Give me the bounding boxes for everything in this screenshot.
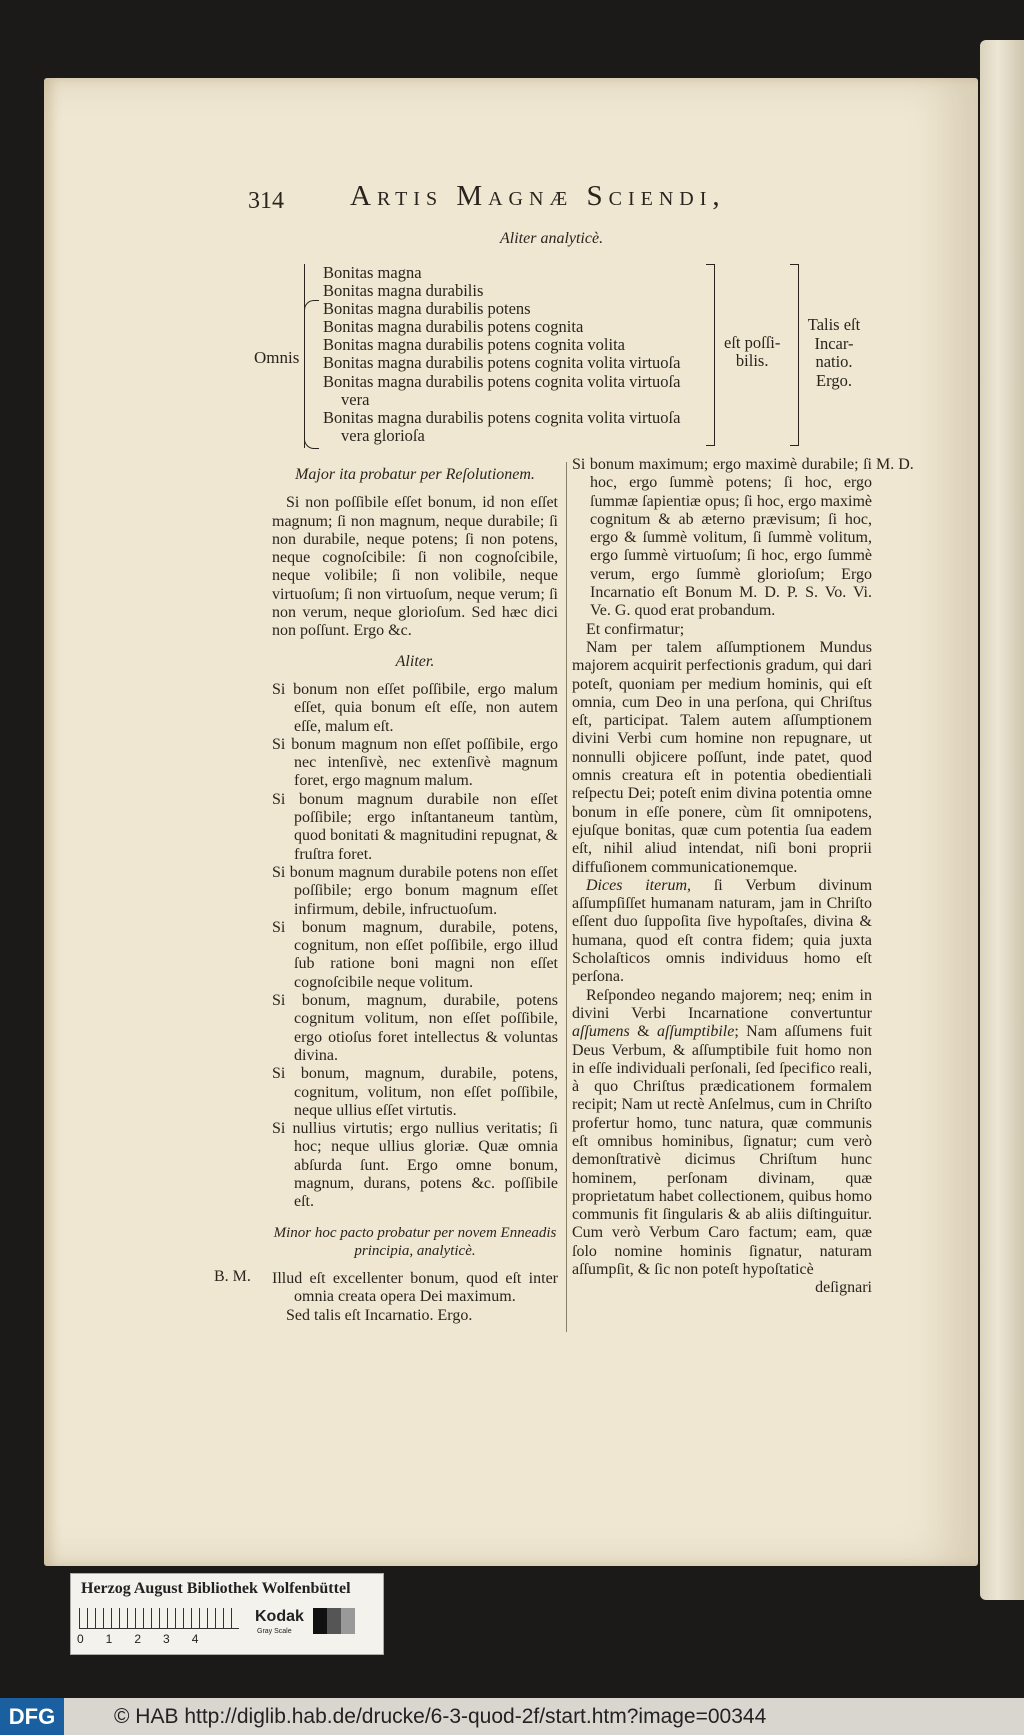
est-possibilis-label: eſt poſſi- bilis. (724, 333, 781, 370)
md-paragraph: Si bonum maximum; ergo maximè durabile; ſi hoc, ergo ſummè potens; ſi hoc, ergo ſummæ ſapientiæ opus; ſi hoc, ergo maximè cognitum & ab æterno prævisum; ſi hoc, ergo & ſummè volitum, ſi ſummè volitum, ergo ſummè virtuoſum; ſi hoc, ergo ſummè verum, ergo ſummè glorioſum; Ergo Incarnatio eſt Bonum M. D. P. S. Vo. Vi. Ve. G. quod erat probandum. (572, 456, 872, 620)
aliter-item: Si bonum, magnum, durabile, potens, cognitum, volitum, non eſſet poſſibile, neque ullius eſſet virtutis. (272, 1065, 558, 1119)
aliter-item: Si bonum magnum durabile non eſſet poſſibile; ergo inſtantaneum tantùm, quod bonitati & magnitudini repugnat, & fruſtra foret. (272, 790, 558, 863)
margin-note-md: M. D. (876, 456, 914, 473)
left-brace-line (304, 264, 305, 448)
kodak-logo: Kodak (255, 1608, 304, 1625)
talis-est-label: Talis eſt Incar- natio. Ergo. (807, 315, 861, 390)
bracket-item: Bonitas magna durabilis potens cognita (323, 317, 584, 337)
catchword: deſignari (815, 1279, 872, 1297)
right-bracket (790, 264, 799, 446)
ruler-scale (79, 1608, 239, 1629)
page-number: 314 (248, 188, 284, 214)
bracket-item: Bonitas magna durabilis potens cognita volita virtuoſa (323, 371, 681, 391)
aliter-item: Si bonum magnum durabile potens non eſſet poſſibile; ergo bonum magnum eſſet infirmum, debile, infructuoſum. (272, 863, 558, 918)
bm-paragraph: Illud eſt excellenter bonum, quod eſt inter omnia creata opera Dei maximum. (272, 1270, 558, 1306)
confirmatur: Et confirmatur; (586, 620, 685, 638)
omnis-label: Omnis (254, 348, 300, 367)
gray-swatch-black (313, 1608, 327, 1634)
major-heading: Major ita probatur per Reſolutionem. (295, 466, 535, 483)
major-paragraph: Si non poſſibile eſſet bonum, id non eſſet magnum; ſi non magnum, neque durabile; ſi non durabile, neque potens; ſi non potens, neque cognoſcibile: ſi non cognoſcibile, neque volibile; ſi non volibile, neque virtuoſum; ſi non virtuoſum, neque verum; ſi non verum, neque glorioſum. Sed hæc dici non poſſunt. Ergo &c. (272, 494, 558, 640)
footer-bar (0, 1698, 1024, 1735)
left-brace-bottom (304, 368, 319, 449)
dices-lead: Dices iterum, (586, 876, 692, 894)
aliter-item: Si bonum non eſſet poſſibile, ergo malum eſſet, quia bonum eſt eſſe, non autem eſſe, malum eſt. (272, 680, 558, 735)
left-brace-top (304, 300, 319, 335)
color-scale-target (70, 1573, 384, 1655)
library-label: Herzog August Bibliothek Wolfenbüttel (81, 1580, 351, 1597)
middle-bracket (706, 264, 715, 446)
aliter-item: Si nullius virtutis; ergo nullius veritatis; ſi hoc; neque ullius gloriæ. Quæ omnia abſurda ſunt. Ergo omne bonum, magnum, durans, potens &c. poſſibile eſt. (272, 1120, 558, 1211)
bracket-item: Bonitas magna (323, 263, 422, 282)
left-column (272, 466, 558, 1325)
gray-swatch-dark (327, 1608, 341, 1634)
aliter-item: Si bonum magnum non eſſet poſſibile, ergo nec intenſivè, nec extenſivè magnum foret, ergo magnum malum. (272, 735, 558, 790)
dfg-logo: DFG (0, 1698, 64, 1735)
aliter-item: Si bonum magnum, durabile, potens, cognitum, non eſſet poſſibile, ergo illud ſub ratione boni magni non eſſet cognoſcibile neque volitum. (272, 918, 558, 991)
facing-page-edge (980, 40, 1024, 1600)
paragraph-respondeo: Reſpondeo negando majorem; neq; enim in divini Verbi Incarnatione convertuntur aſſumens & aſſumptibile; Nam aſſumens fuit Deus Verbum, & aſſumptibile fuit homo non in eſſe individuali perſonali, ſed ſpecifico reali, à quo Chriſtus prædicationem formalem recipit; Nam ut rectè Anſelmus, cum in Chriſto profertur homo, tunc natura, quæ communis eſt omnibus hominibus, ſignatur; cum verò demonſtrativè dicimus Chriſtum hunc hominem, perſonam divinam, quæ proprietatum habet collectionem, quibus homo communis fit ſingularis & ab aliis diſtinguitur. Cum verò Verbum Caro factum; eam, quæ ſolo nomine hominis ſignatur, naturam aſſumpſit, & ſic non poteſt hypoſtaticè (572, 986, 873, 1279)
bracket-item: Bonitas magna durabilis (323, 281, 484, 301)
aliter-heading: Aliter. (395, 652, 435, 670)
paragraph-dices: Dices iterum, ſi Verbum divinum aſſumpſiſſet humanam naturam, jam in Chriſto eſſent duo ſuppoſita ſive hypoſtaſes, divina & humana, quod eſt contra fidem; quia juxta Scholaſticos omnis individuus homo eſt perſona. (572, 876, 873, 986)
bracket-item: vera (341, 389, 370, 409)
bracket-item: Bonitas magna durabilis potens cognita volita virtuoſa (323, 353, 681, 373)
aliter-item: Si bonum, magnum, durabile, potens cognitum volitum, non eſſet poſſibile, ergo otioſus foret intellectus & voluntas divina. (272, 992, 558, 1064)
bracket-item-list (323, 264, 723, 445)
section-title: Aliter analyticè. (500, 230, 604, 247)
gray-swatch-mid (341, 1608, 355, 1634)
ruler-numbers: 01234 (77, 1632, 221, 1646)
bracket-item: Bonitas magna durabilis potens (323, 299, 531, 319)
margin-note-bm: B. M. (214, 1268, 251, 1285)
copyright-url[interactable]: © HAB http://diglib.hab.de/drucke/6-3-quod-2f/start.htm?image=00344 (114, 1705, 767, 1728)
column-divider (566, 462, 567, 1332)
minor-heading: Minor hoc pacto probatur per novem Enneadis principia, analyticè. (273, 1224, 557, 1259)
bracket-item: Bonitas magna durabilis potens cognita volita (323, 335, 625, 355)
paragraph-nam: Nam per talem aſſumptionem Mundus majorem acquirit perfectionis gradum, qui dari poteſt, quoniam per medium hominis, qui eſt omnia, cum Deo in una perſona, qui Chriſtus eſt, participat. Talem autem aſſumptionem divini Verbi cum homine non repugnare, ut nonnulli objicere poſſunt, inde patet, quod omnis creatura eſt in potentia obedientiali reſpectu Dei; poteſt enim divina potentia omne bonum in eſſe ponere, cùm ſit omnipotens, ejuſque bonitas, quæ cum potentia ſua eadem eſt, nihil aliud intendat, niſi boni proprii diffuſionem communicationemque. (572, 638, 872, 876)
bracket-item: Bonitas magna durabilis potens cognita volita virtuoſa (323, 407, 681, 427)
running-title: Artis Magnæ Sciendi, (350, 180, 726, 212)
sed-paragraph: Sed talis eſt Incarnatio. Ergo. (286, 1306, 473, 1324)
right-column (572, 456, 872, 1298)
gray-scale-label: Gray Scale (257, 1628, 292, 1635)
bracket-item: vera glorioſa (341, 425, 425, 445)
